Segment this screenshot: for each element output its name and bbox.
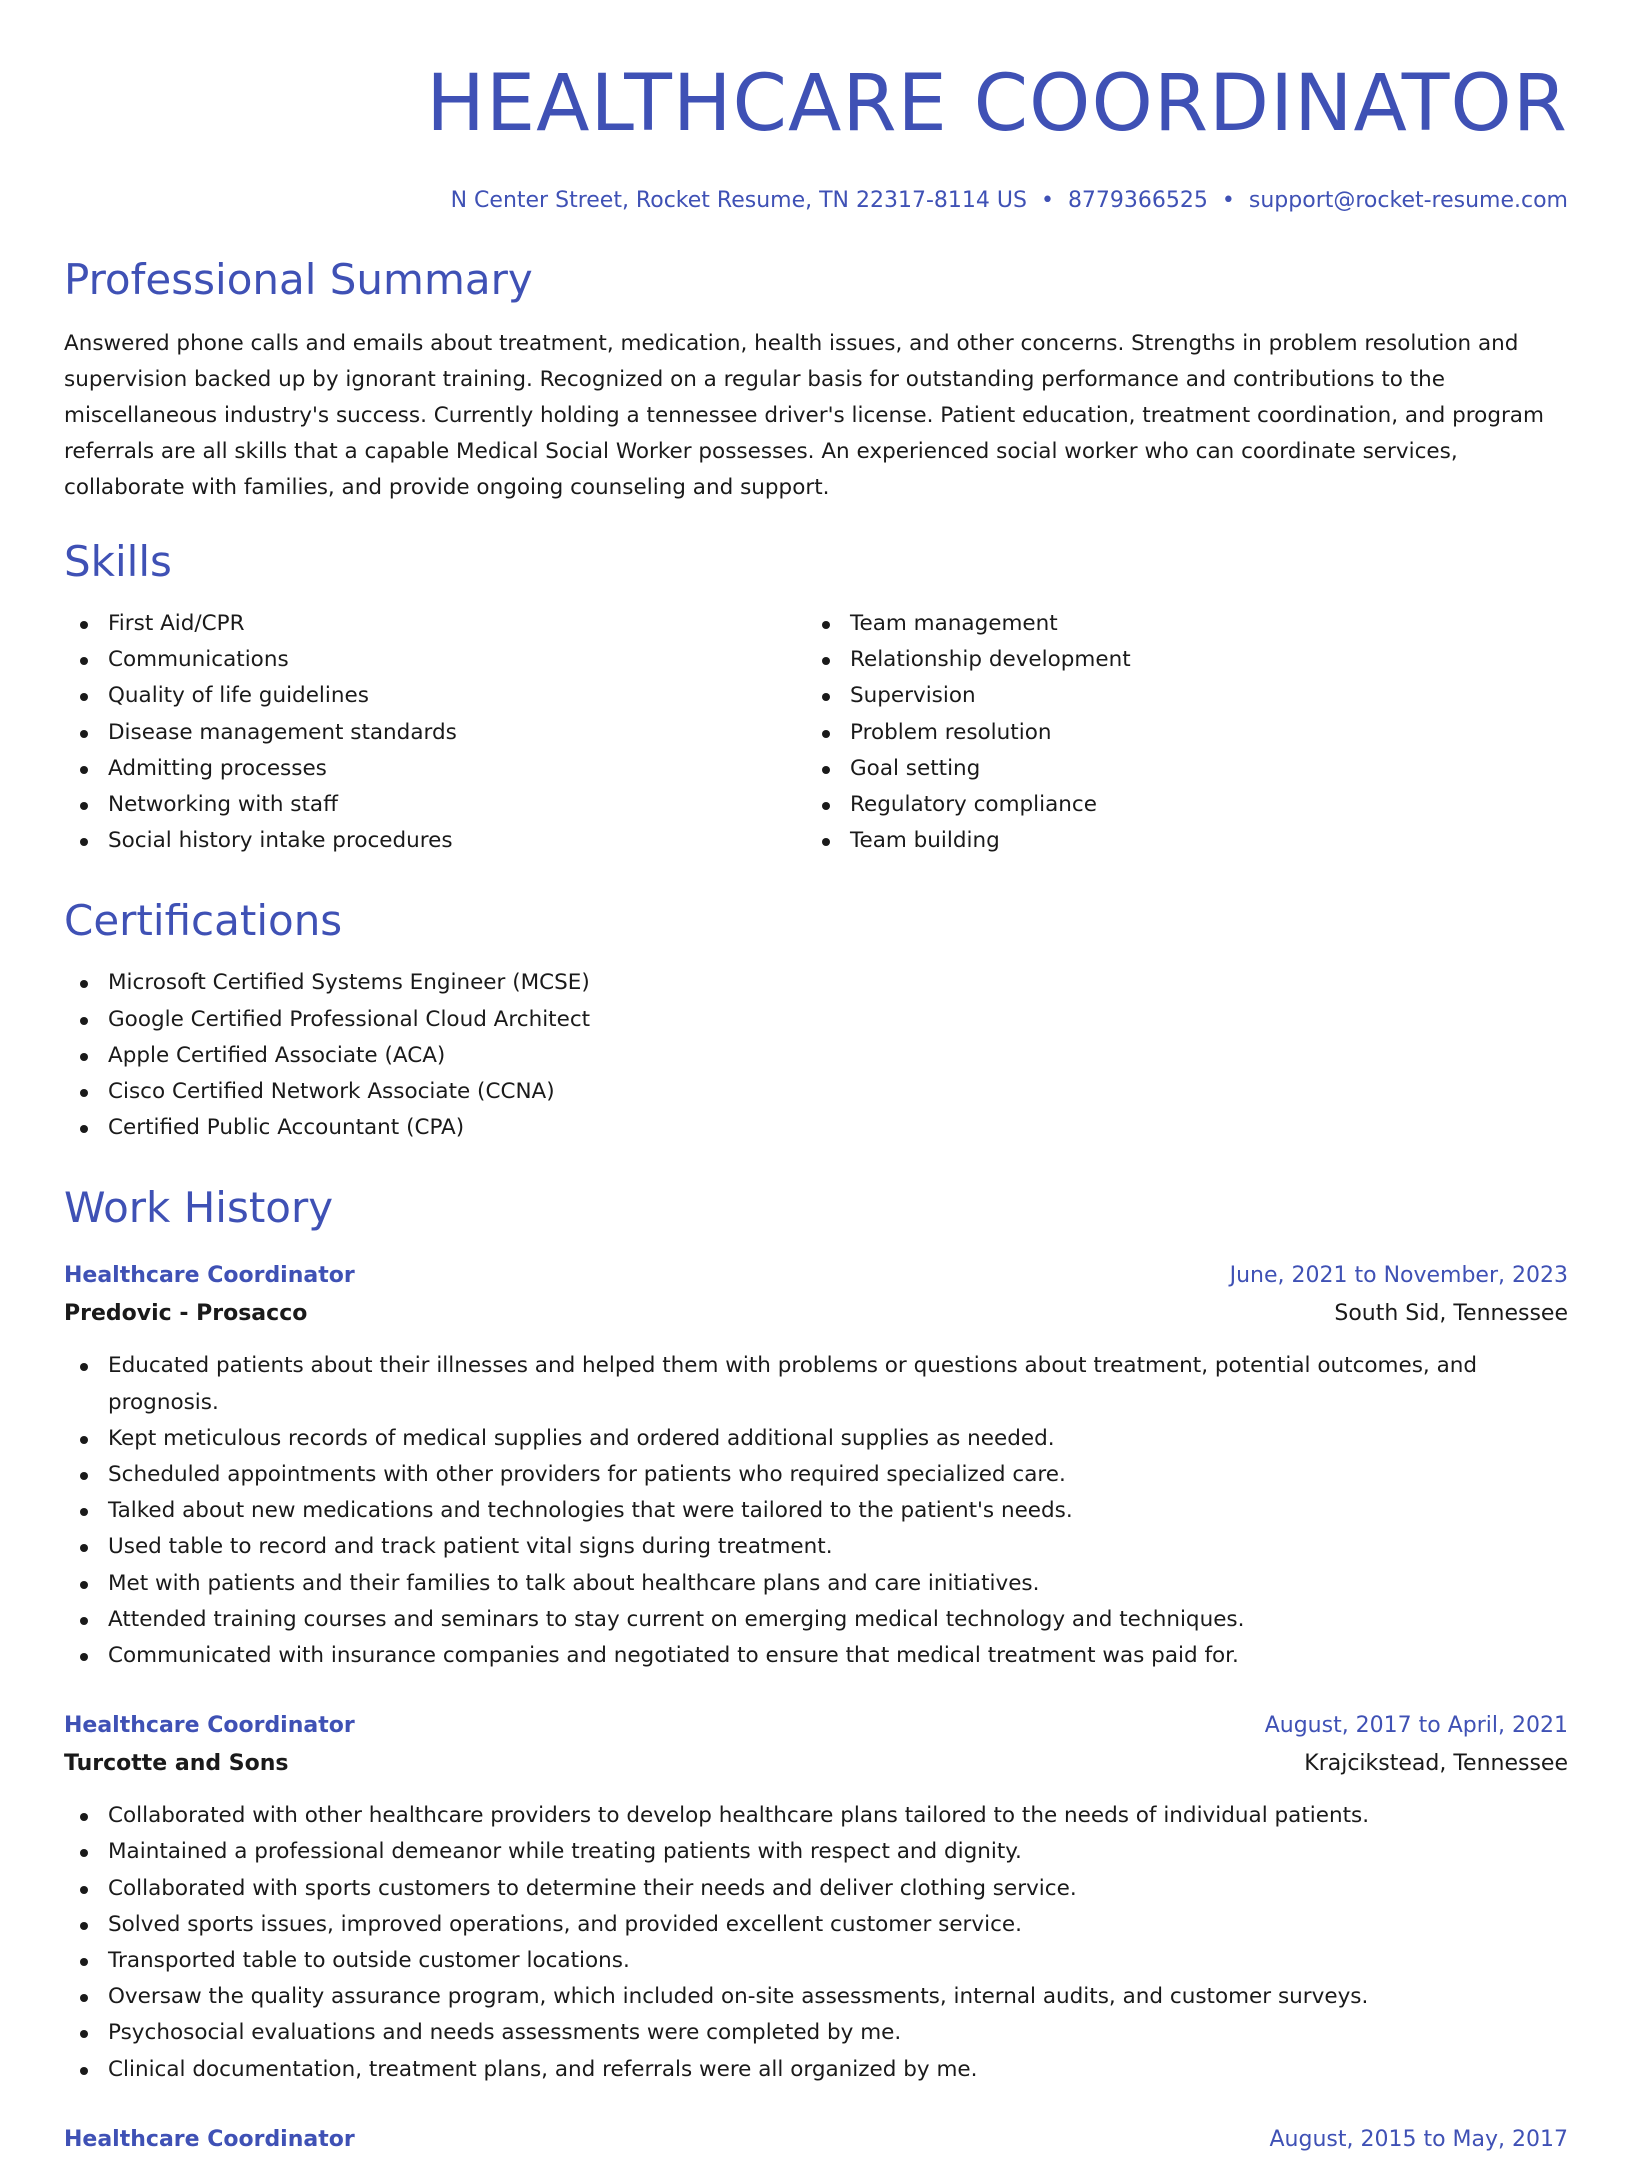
job-bullet: Collaborated with other healthcare providers to develop healthcare plans tailored to the needs of individual patients. — [64, 1798, 1568, 1834]
skill-item: Regulatory compliance — [806, 787, 1548, 823]
certification-item: Google Certified Professional Cloud Architect — [64, 1002, 1568, 1038]
job-bullet: Maintained a professional demeanor while treating patients with respect and dignity. — [64, 1834, 1568, 1870]
job-bullet: Met with patients and their families to talk about healthcare plans and care initiatives. — [64, 1566, 1568, 1602]
skills-list-right — [806, 606, 1548, 859]
job-bullet: Oversaw the quality assurance program, which included on-site assessments, internal audits, and customer surveys. — [64, 1979, 1568, 2015]
job-header — [64, 1708, 1568, 1744]
job-company: Turcotte and Sons — [64, 1751, 289, 1777]
certification-item: Certified Public Accountant (CPA) — [64, 1110, 1568, 1146]
job-bullet: Psychosocial evaluations and needs assessments were completed by me. — [64, 2015, 1568, 2051]
job-bullet: Attended training courses and seminars to stay current on emerging medical technology and techniques. — [64, 1602, 1568, 1638]
certification-item: Cisco Certified Network Associate (CCNA) — [64, 1074, 1568, 1110]
job-header — [64, 1258, 1568, 1294]
skill-item: Social history intake procedures — [64, 823, 806, 859]
skill-item: Disease management standards — [64, 715, 806, 751]
job-company: Predovic - Prosacco — [64, 1301, 308, 1327]
job-bullet: Kept meticulous records of medical supplies and ordered additional supplies as needed. — [64, 1421, 1568, 1457]
job-title: Healthcare Coordinator — [64, 1713, 355, 1739]
skill-item: Team management — [806, 606, 1548, 642]
job-dates: August, 2015 to May, 2017 — [1269, 2126, 1568, 2152]
skill-item: Admitting processes — [64, 751, 806, 787]
job-bullet: Communicated with insurance companies and negotiated to ensure that medical treatment was paid for. — [64, 1638, 1568, 1674]
job-bullet: Talked about new medications and technologies that were tailored to the patient's needs. — [64, 1493, 1568, 1529]
job-bullet: Used table to record and track patient vital signs during treatment. — [64, 1529, 1568, 1565]
skills-heading: Skills — [64, 537, 172, 586]
job-bullet: Solved sports issues, improved operations, and provided excellent customer service. — [64, 1907, 1568, 1943]
job-title: Healthcare Coordinator — [64, 1263, 355, 1289]
summary-heading: Professional Summary — [64, 255, 533, 304]
skill-item: Communications — [64, 642, 806, 678]
skill-item: Goal setting — [806, 751, 1548, 787]
job-entry — [64, 2122, 1568, 2158]
contact-line — [64, 184, 1568, 218]
certification-item: Apple Certified Associate (ACA) — [64, 1038, 1568, 1074]
contact-address: N Center Street, Rocket Resume, TN 22317-8114 US — [450, 188, 1027, 213]
skill-item: Quality of life guidelines — [64, 678, 806, 714]
certifications-heading: Certifications — [64, 896, 343, 946]
work-history-heading: Work History — [64, 1183, 334, 1233]
job-subheader — [64, 1294, 1568, 1334]
job-dates: August, 2017 to April, 2021 — [1264, 1713, 1568, 1739]
job-entry — [64, 1708, 1568, 2088]
skill-item: Problem resolution — [806, 715, 1548, 751]
certification-item: Microsoft Certified Systems Engineer (MCSE) — [64, 965, 1568, 1001]
skill-item: First Aid/CPR — [64, 606, 806, 642]
skills-list-left — [64, 606, 806, 859]
job-bullet: Scheduled appointments with other providers for patients who required specialized care. — [64, 1457, 1568, 1493]
summary-text: Answered phone calls and emails about treatment, medication, health issues, and other concerns. Strengths in problem resolution and supervision backed up by ignorant training. Recognized on a regular basis for outstanding performance and contributions to the miscellaneous industry's success. Currently holding a tennessee driver's license. Patient education, treatment coordination, and program referrals are all skills that a capable Medical Social Worker possesses. An experienced social worker who can coordinate services, collaborate with families, and provide ongoing counseling and support. — [64, 331, 1544, 500]
job-header — [64, 2122, 1568, 2158]
skill-item: Networking with staff — [64, 787, 806, 823]
job-bullets — [64, 1798, 1568, 2088]
job-entry — [64, 1258, 1568, 1674]
resume-name: HEALTHCARE COORDINATOR — [426, 59, 1568, 149]
job-subheader — [64, 1744, 1568, 1784]
job-title: Healthcare Coordinator — [64, 2126, 355, 2152]
contact-email: support@rocket-resume.com — [1248, 188, 1568, 213]
skill-item: Relationship development — [806, 642, 1548, 678]
skills-grid — [64, 606, 1568, 859]
job-bullet: Transported table to outside customer locations. — [64, 1943, 1568, 1979]
job-dates: June, 2021 to November, 2023 — [1229, 1263, 1568, 1289]
certifications-list — [64, 965, 1568, 1146]
job-bullet: Collaborated with sports customers to determine their needs and deliver clothing service. — [64, 1871, 1568, 1907]
job-bullet: Clinical documentation, treatment plans, and referrals were all organized by me. — [64, 2052, 1568, 2088]
contact-separator: • — [1221, 188, 1235, 213]
job-bullet: Educated patients about their illnesses and helped them with problems or questions about treatment, potential outcomes, and prognosis. — [64, 1348, 1568, 1420]
skill-item: Supervision — [806, 678, 1548, 714]
contact-separator: • — [1040, 188, 1054, 213]
skill-item: Team building — [806, 823, 1548, 859]
job-bullets — [64, 1348, 1568, 1674]
job-location: Krajcikstead, Tennessee — [1304, 1751, 1568, 1777]
contact-phone: 8779366525 — [1067, 188, 1208, 213]
job-location: South Sid, Tennessee — [1334, 1301, 1568, 1327]
